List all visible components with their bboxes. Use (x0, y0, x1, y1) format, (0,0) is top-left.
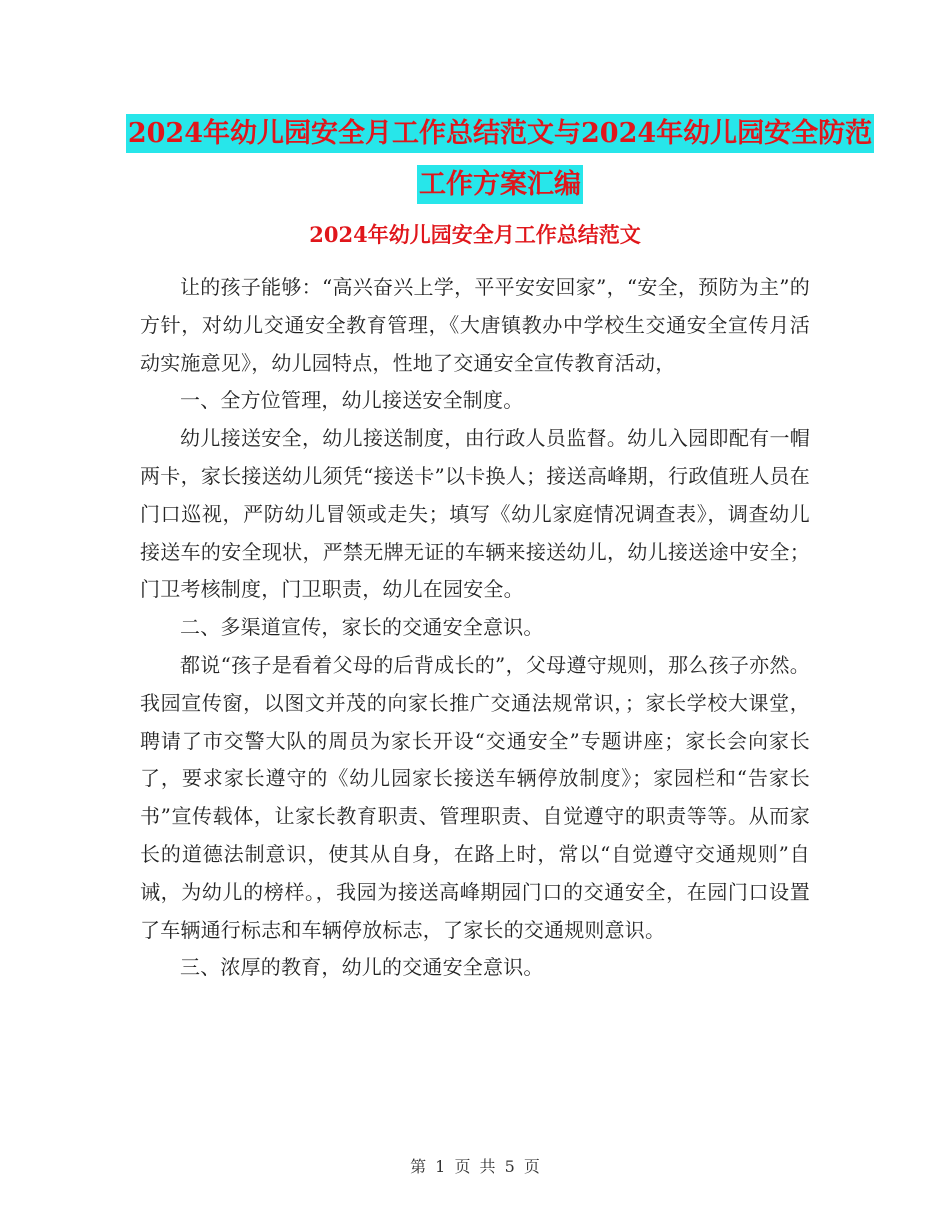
paragraph-heading-1: 一、全方位管理，幼儿接送安全制度。 (180, 388, 524, 413)
page-footer: 第 1 页 共 5 页 (410, 1157, 540, 1176)
document-body (140, 269, 810, 987)
paragraph-heading-2: 二、多渠道宣传，家长的交通安全意识。 (180, 615, 544, 640)
paragraph-pickup-safety: 幼儿接送安全，幼儿接送制度，由行政人员监督。幼儿入园即配有一帽两卡，家长接送幼儿须凭“接送卡”以卡换人；接送高峰期，行政值班人员在门口巡视，严防幼儿冒领或走失；填写《幼儿家庭情况调查表》，调查幼儿接送车的安全现状，严禁无牌无证的车辆来接送幼儿，幼儿接送途中安全；门卫考核制度，门卫职责，幼儿在园安全。 (140, 426, 810, 602)
paragraph-heading-3: 三、浓厚的教育，幼儿的交通安全意识。 (180, 955, 544, 980)
section-title: 2024年幼儿园安全月工作总结范文 (309, 222, 641, 247)
paragraph-intro: 让的孩子能够：“高兴奋兴上学，平平安安回家”，“安全，预防为主”的方针，对幼儿交通安全教育管理，《大唐镇教办中学校生交通安全宣传月活动实施意见》，幼儿园特点，性地了交通安全宣传教育活动， (140, 275, 810, 375)
document-title-text: 2024年幼儿园安全月工作总结范文与2024年幼儿园安全防范工作方案汇编 (126, 114, 874, 204)
paragraph-parent-awareness: 都说“孩子是看着父母的后背成长的”，父母遵守规则，那么孩子亦然。我园宣传窗，以图文并茂的向家长推广交通法规常识，；家长学校大课堂，聘请了市交警大队的周员为家长开设“交通安全”专题讲座；家长会向家长了，要求家长遵守的《幼儿园家长接送车辆停放制度》；家园栏和“告家长书”宣传载体，让家长教育职责、管理职责、自觉遵守的职责等等。从而家长的道德法制意识，使其从自身，在路上时，常以“自觉遵守交通规则”自诫，为幼儿的榜样。，我园为接送高峰期园门口的交通安全，在园门口设置了车辆通行标志和车辆停放标志，了家长的交通规则意识。 (140, 652, 810, 942)
document-title (120, 108, 880, 210)
